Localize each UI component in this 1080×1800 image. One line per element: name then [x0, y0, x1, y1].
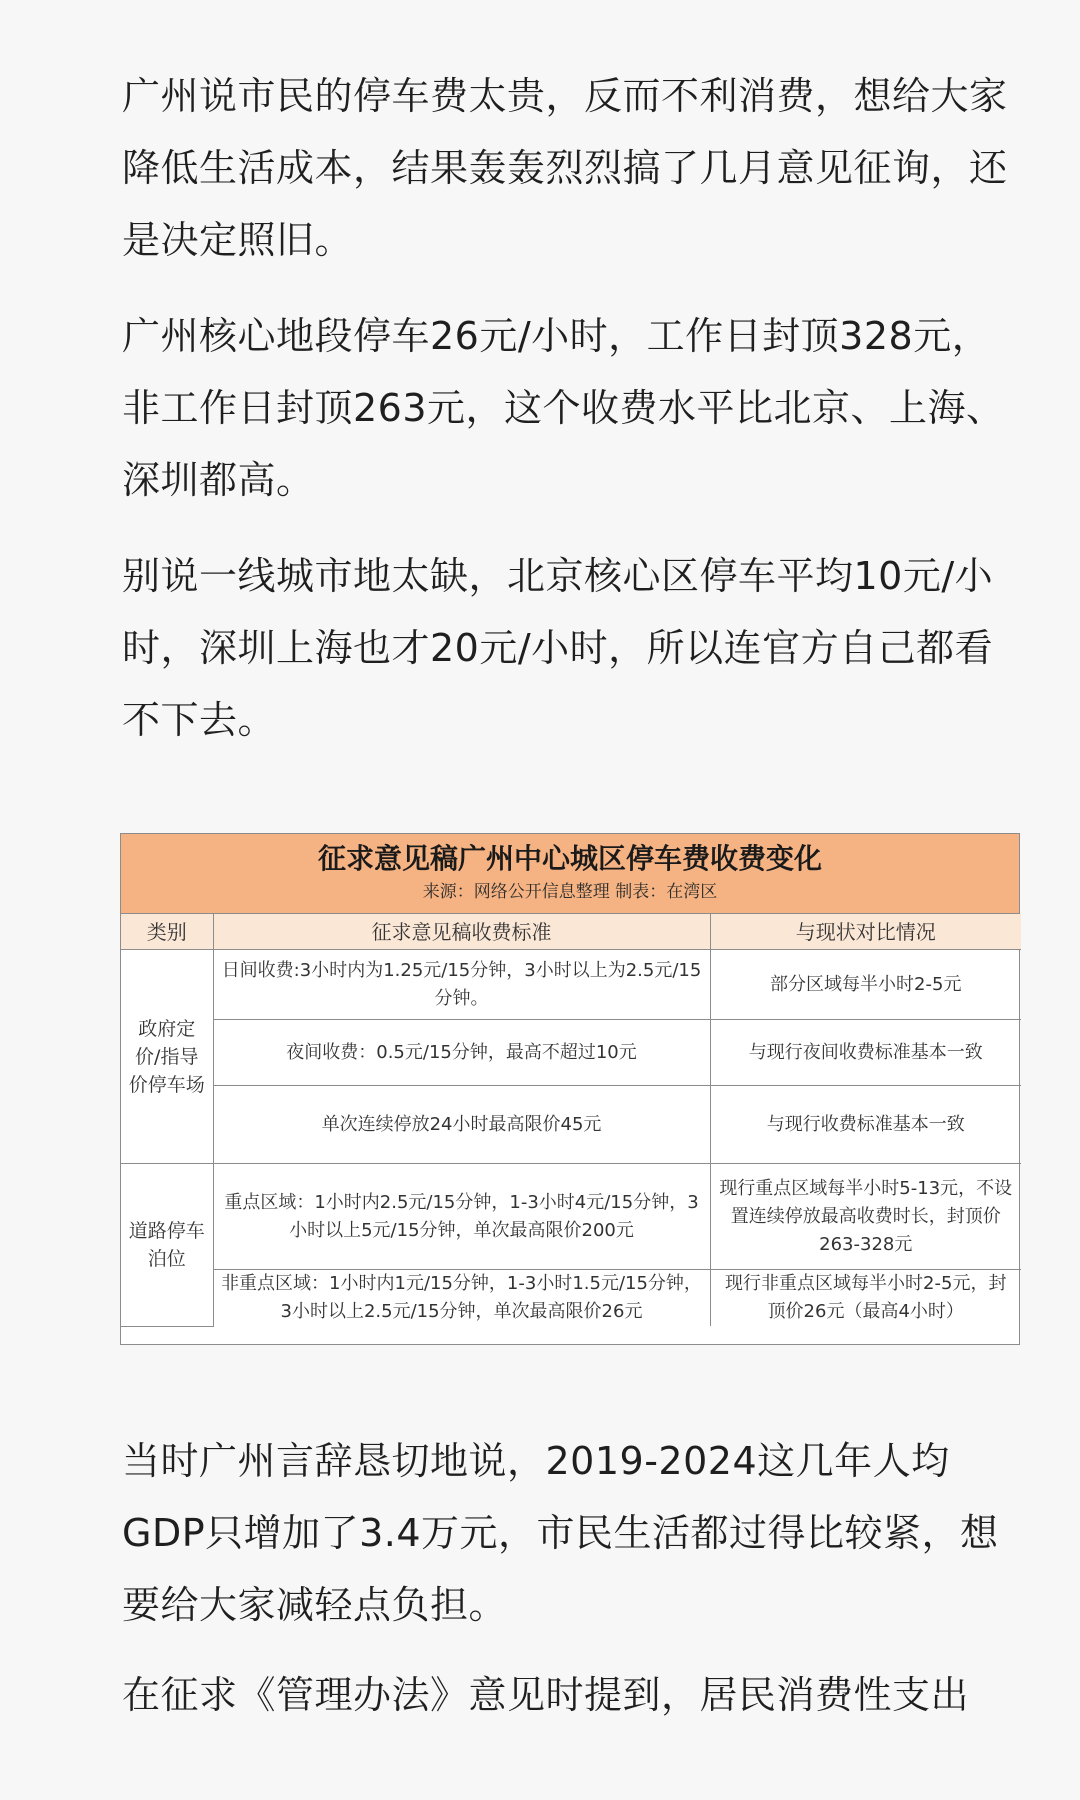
article-body [122, 60, 1022, 756]
standard-cell: 夜间收费：0.5元/15分钟，最高不超过10元 [213, 1020, 710, 1086]
standard-cell: 单次连续停放24小时最高限价45元 [213, 1086, 710, 1164]
fee-table-image[interactable] [120, 833, 1020, 1345]
article-body-continued [122, 1425, 1022, 1755]
standard-cell: 非重点区域：1小时内1元/15分钟，1-3小时1.5元/15分钟，3小时以上2.5元/15分钟，单次最高限价26元 [213, 1270, 710, 1327]
standard-cell: 日间收费:3小时内为1.25元/15分钟，3小时以上为2.5元/15分钟。 [213, 950, 710, 1020]
column-header-standard: 征求意见稿收费标准 [213, 914, 710, 950]
table-title: 征求意见稿广州中心城区停车费收费变化 [317, 842, 822, 875]
category-government: 政府定价/指导价停车场 [121, 950, 213, 1164]
table-header-banner [121, 834, 1019, 914]
table-source: 来源：网络公开信息整理 制表：在湾区 [422, 882, 718, 902]
paragraph: 当时广州言辞恳切地说，2019-2024这几年人均GDP只增加了3.4万元，市民生活都过得比较紧，想要给大家减轻点负担。 [122, 1439, 999, 1627]
column-header-comparison: 与现状对比情况 [710, 914, 1021, 950]
paragraph: 广州核心地段停车26元/小时，工作日封顶328元，非工作日封顶263元，这个收费水平比北京、上海、深圳都高。 [122, 314, 1005, 502]
table-row [121, 1164, 1021, 1270]
table-header-row [121, 914, 1021, 950]
paragraph: 别说一线城市地太缺，北京核心区停车平均10元/小时，深圳上海也才20元/小时，所以连官方自己都看不下去。 [122, 554, 994, 742]
table-row [121, 950, 1021, 1020]
table-row [121, 1270, 1021, 1327]
comparison-cell: 部分区域每半小时2-5元 [710, 950, 1021, 1020]
fee-table [121, 914, 1021, 1327]
comparison-cell: 现行重点区域每半小时5-13元，不设置连续停放最高收费时长，封顶价263-328元 [710, 1164, 1021, 1270]
paragraph: 广州说市民的停车费太贵，反而不利消费，想给大家降低生活成本，结果轰轰烈烈搞了几月意见征询，还是决定照旧。 [122, 74, 1008, 262]
table-row [121, 1020, 1021, 1086]
category-road: 道路停车泊位 [121, 1164, 213, 1327]
paragraph: 在征求《管理办法》意见时提到，居民消费性支出 [122, 1673, 970, 1717]
table-row [121, 1086, 1021, 1164]
column-header-category: 类别 [121, 914, 213, 950]
comparison-cell: 现行非重点区域每半小时2-5元，封顶价26元（最高4小时） [710, 1270, 1021, 1327]
standard-cell: 重点区域：1小时内2.5元/15分钟，1-3小时4元/15分钟，3小时以上5元/15分钟，单次最高限价200元 [213, 1164, 710, 1270]
comparison-cell: 与现行夜间收费标准基本一致 [710, 1020, 1021, 1086]
comparison-cell: 与现行收费标准基本一致 [710, 1086, 1021, 1164]
